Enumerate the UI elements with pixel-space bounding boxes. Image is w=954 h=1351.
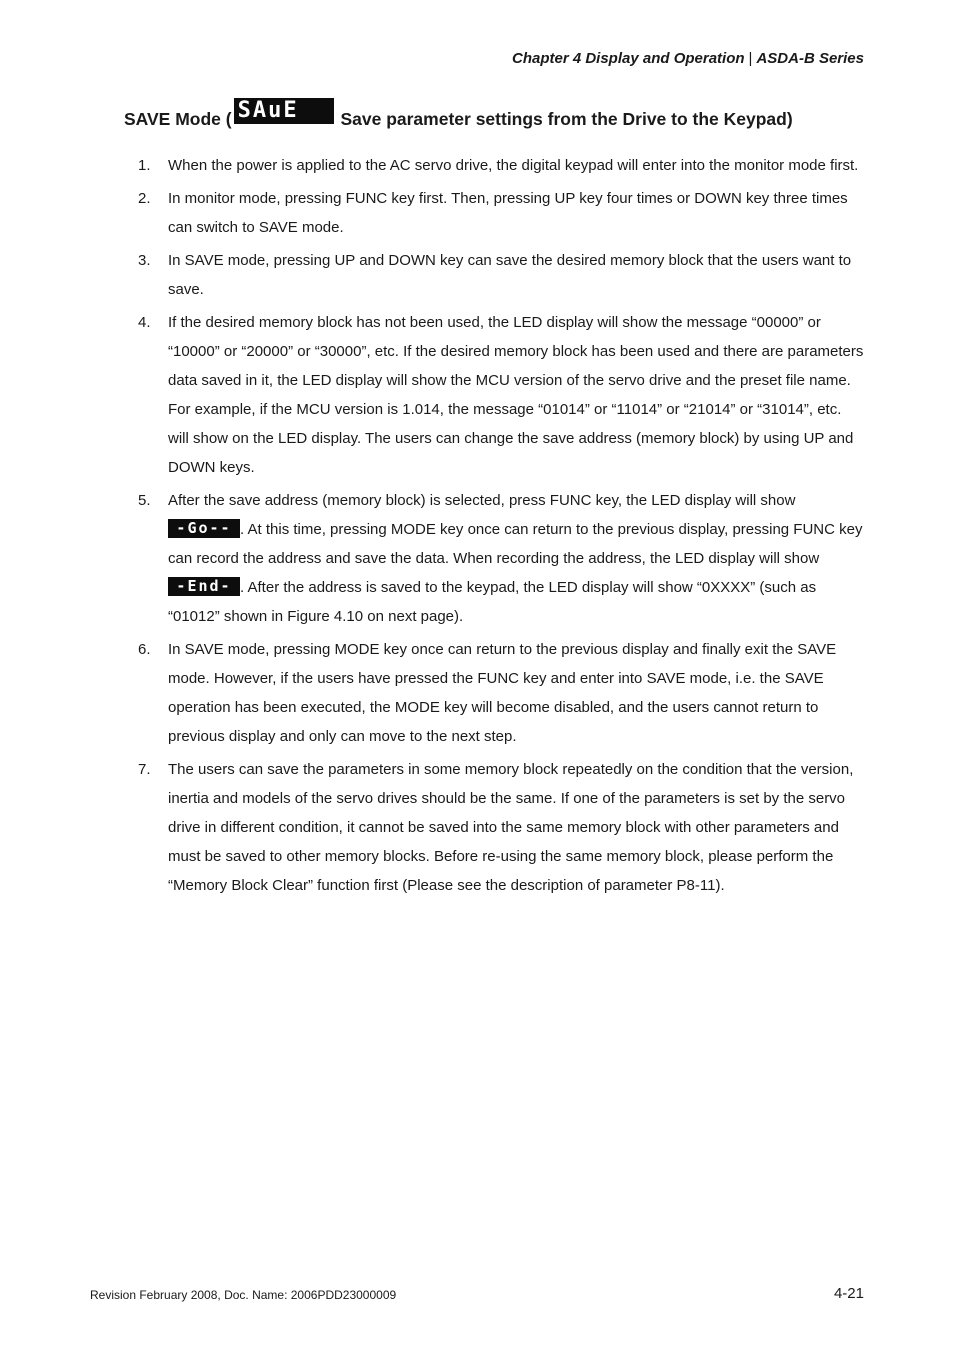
step-number: 2.: [138, 190, 151, 207]
step-number: 6.: [138, 641, 151, 658]
header-separator: |: [748, 50, 753, 67]
page-number: 4-21: [833, 1285, 864, 1302]
list-item: [138, 486, 864, 631]
list-item: [138, 308, 864, 482]
step-number: 7.: [138, 761, 151, 778]
section-title-suffix: Save parameter settings from the Drive to the Keypad): [335, 109, 793, 129]
step-text-part: After the save address (memory block) is selected, press FUNC key, the LED display will show: [168, 492, 796, 509]
save-mode-led-display: SAuE: [234, 98, 334, 124]
step-text: In SAVE mode, pressing MODE key once can return to the previous display and finally exit the SAVE mode. However, if the users have pressed the FUNC key and enter into SAVE mode, i.e. the SAVE operation has been executed, the MODE key will become disabled, and the users cannot return to previous display and only can move to the next step.: [168, 641, 837, 745]
step-number: 3.: [138, 252, 151, 269]
step-text-part: . After the address is saved to the keypad, the LED display will show “0XXXX” (such as “01012” shown in Figure 4.10 on next page).: [168, 579, 817, 625]
step-number: 4.: [138, 314, 151, 331]
step-number: 5.: [138, 492, 151, 509]
go-led-display: -Go--: [168, 519, 240, 538]
step-text: In monitor mode, pressing FUNC key first. Then, pressing UP key four times or DOWN key three times can switch to SAVE mode.: [168, 190, 848, 236]
section-title: [124, 98, 884, 134]
series-name: ASDA-B Series: [756, 50, 864, 67]
steps-list: [138, 151, 864, 904]
section-title-prefix: SAVE Mode (: [124, 109, 232, 129]
list-item: [138, 246, 864, 304]
revision-info: Revision February 2008, Doc. Name: 2006PDD23000009: [90, 1288, 397, 1302]
list-item: [138, 151, 864, 180]
end-led-display: -End-: [168, 577, 240, 596]
step-text-part: . At this time, pressing MODE key once can return to the previous display, pressing FUNC key can record the address and save the data. When recording the address, the LED display will show: [168, 521, 863, 567]
step-text: When the power is applied to the AC servo drive, the digital keypad will enter into the monitor mode first.: [168, 157, 859, 174]
step-text: [168, 486, 864, 631]
step-text: In SAVE mode, pressing UP and DOWN key can save the desired memory block that the users want to save.: [168, 252, 852, 298]
page-header: [512, 50, 864, 67]
list-item: [138, 755, 864, 900]
step-text: The users can save the parameters in some memory block repeatedly on the condition that the version, inertia and models of the servo drives should be the same. If one of the parameters is set by the servo drive in different condition, it cannot be saved into the same memory block with other parameters and must be saved to other memory blocks. Before re-using the same memory block, please perform the “Memory Block Clear” function first (Please see the description of parameter P8-11).: [168, 761, 854, 894]
list-item: [138, 635, 864, 751]
step-text: If the desired memory block has not been used, the LED display will show the message “00000” or “10000” or “20000” or “30000”, etc. If the desired memory block has been used and there are parameters data saved in it, the LED display will show the MCU version of the servo drive and the preset file name. For example, if the MCU version is 1.014, the message “01014” or “11014” or “21014” or “31014”, etc. will show on the LED display. The users can change the save address (memory block) by using UP and DOWN keys.: [168, 314, 864, 476]
chapter-title: Chapter 4 Display and Operation: [511, 50, 745, 67]
list-item: [138, 184, 864, 242]
step-number: 1.: [138, 157, 151, 174]
